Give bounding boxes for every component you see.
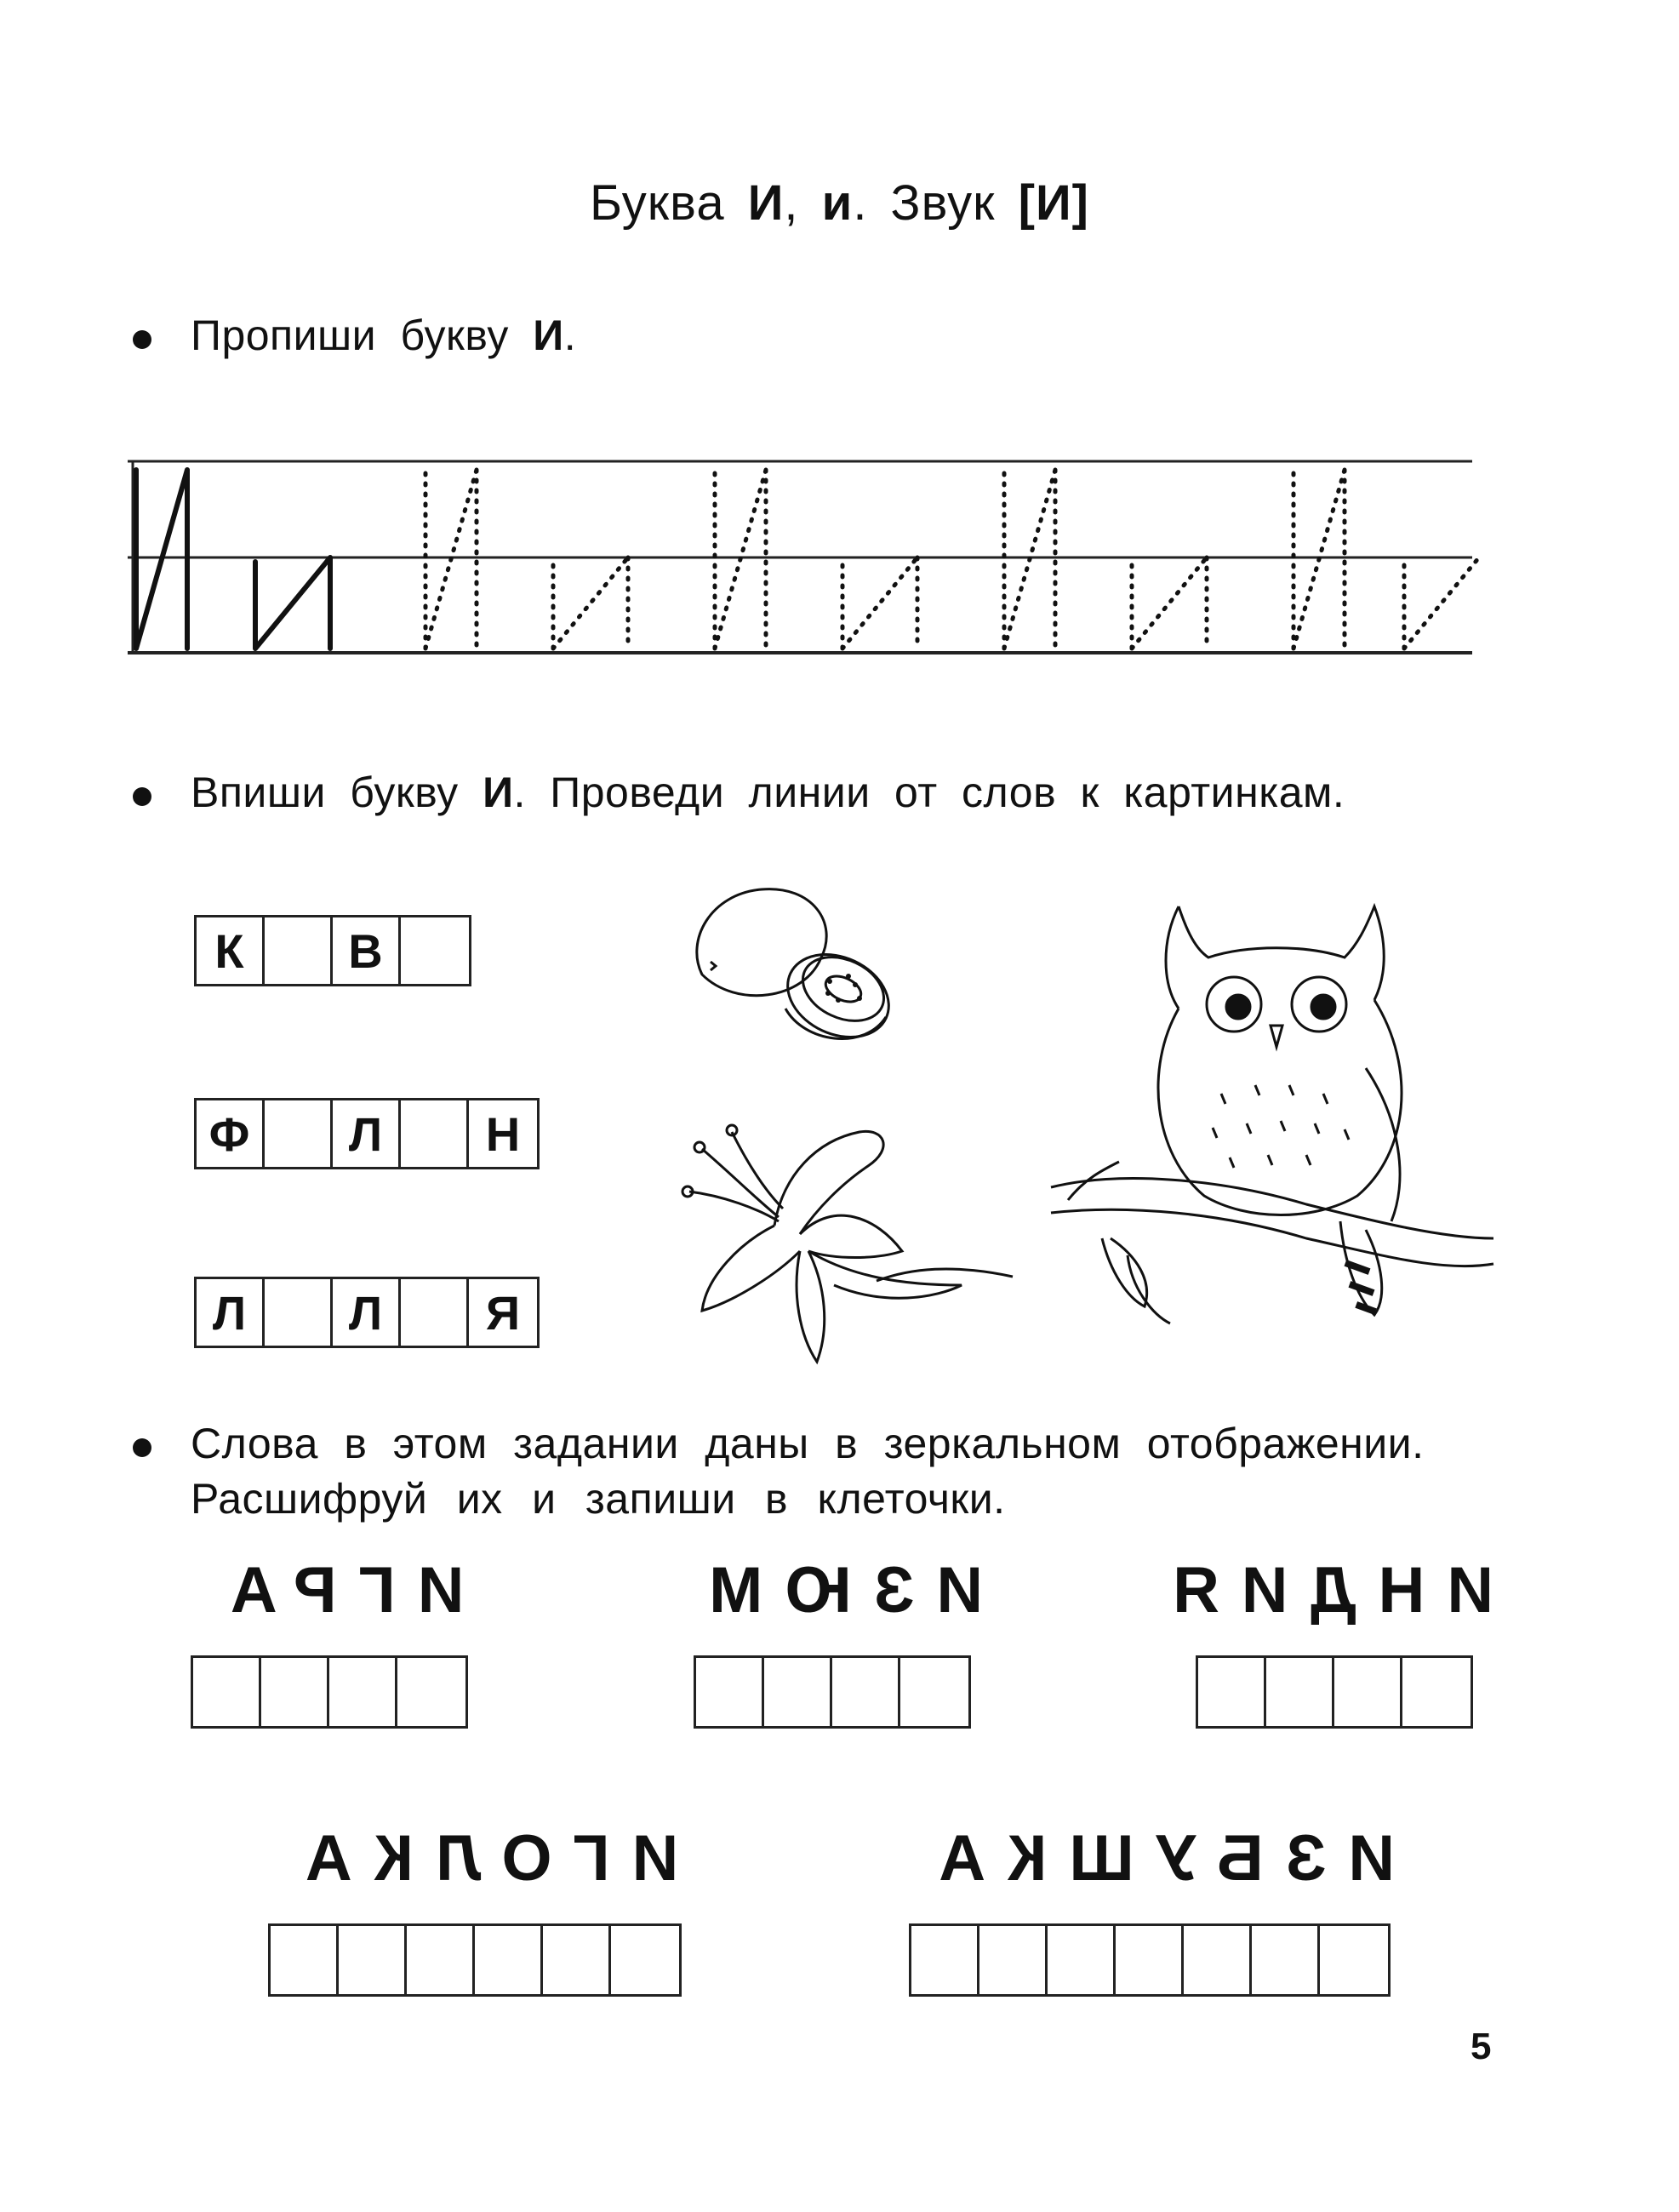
answer-grid	[268, 1923, 682, 1997]
empty-cell[interactable]	[401, 1100, 469, 1167]
letter-cell: Л	[333, 1100, 401, 1167]
lily-image	[681, 1115, 1021, 1370]
handwriting-practice-line	[128, 451, 1472, 664]
empty-cell[interactable]	[401, 1279, 469, 1346]
answer-cell[interactable]	[979, 1926, 1048, 1994]
answer-grid	[191, 1655, 468, 1729]
answer-cell[interactable]	[543, 1926, 611, 1994]
answer-cell[interactable]	[832, 1658, 900, 1726]
answer-cell[interactable]	[1198, 1658, 1266, 1726]
mirrored-word: ИЗБУШКА	[917, 1822, 1395, 1895]
page-number: 5	[1471, 2026, 1492, 2067]
answer-cell[interactable]	[696, 1658, 764, 1726]
letter-cell: Ф	[197, 1100, 265, 1167]
task-2-text: Впиши букву	[191, 769, 459, 816]
answer-cell[interactable]	[397, 1658, 465, 1726]
answer-cell[interactable]	[1048, 1926, 1116, 1994]
answer-cell[interactable]	[407, 1926, 475, 1994]
word-grid-2	[194, 1098, 540, 1169]
empty-cell[interactable]	[265, 1279, 333, 1346]
title-sep: ,	[784, 175, 799, 231]
page-title	[0, 174, 1679, 231]
answer-cell[interactable]	[261, 1658, 329, 1726]
mirrored-word: ИЗЮМ	[687, 1554, 983, 1626]
answer-grid	[909, 1923, 1391, 1997]
task-3-instruction-line-1: Слова в этом задании даны в зеркальном отображении.	[191, 1420, 1425, 1467]
answer-cell[interactable]	[475, 1926, 543, 1994]
task-3-instruction-line-2: Расшифруй их и запиши в клеточки.	[191, 1475, 1006, 1523]
letter-cell: В	[333, 917, 401, 984]
answer-cell[interactable]	[611, 1926, 679, 1994]
empty-cell[interactable]	[401, 917, 469, 984]
letter-cell: Н	[485, 1106, 521, 1161]
title-pre: Буква	[590, 175, 725, 231]
word-grid-3	[194, 1277, 540, 1348]
task-1-dot: .	[563, 312, 577, 359]
task-2-letter: И	[483, 769, 514, 816]
title-upper-letter: И	[747, 175, 785, 231]
letter-cell: Л	[333, 1279, 401, 1346]
answer-cell[interactable]	[1184, 1926, 1252, 1994]
task-2-rest: . Проведи линии от слов к картинкам.	[513, 769, 1345, 816]
owl-image	[1051, 898, 1493, 1357]
answer-cell[interactable]	[1116, 1926, 1184, 1994]
title-sound: [И]	[1018, 175, 1089, 231]
empty-cell[interactable]	[265, 917, 333, 984]
task-1-text: Пропиши букву	[191, 312, 509, 359]
answer-cell[interactable]	[1266, 1658, 1334, 1726]
answer-cell[interactable]	[900, 1658, 968, 1726]
answer-cell[interactable]	[339, 1926, 407, 1994]
title-lower-letter: и	[821, 175, 854, 231]
task-1-letter: И	[533, 312, 564, 359]
answer-cell[interactable]	[329, 1658, 397, 1726]
answer-cell[interactable]	[193, 1658, 261, 1726]
answer-cell[interactable]	[1320, 1926, 1388, 1994]
answer-grid	[694, 1655, 971, 1729]
answer-cell[interactable]	[1252, 1926, 1320, 1994]
empty-cell[interactable]	[265, 1100, 333, 1167]
answer-cell[interactable]	[911, 1926, 979, 1994]
title-post: . Звук	[853, 175, 996, 231]
letter-cell: К	[197, 917, 265, 984]
mirrored-word: ИНДИЯ	[1151, 1554, 1493, 1626]
bullet-2	[133, 787, 151, 806]
answer-grid	[1196, 1655, 1473, 1729]
task-1-instruction	[191, 311, 576, 360]
word-grid-1	[194, 915, 471, 986]
mirrored-word: ИГРА	[208, 1554, 465, 1626]
answer-cell[interactable]	[1402, 1658, 1471, 1726]
mirrored-word: ИГОЛКА	[283, 1822, 679, 1895]
bullet-1	[133, 330, 151, 349]
letter-cell: Л	[197, 1279, 265, 1346]
letter-cell: Я	[485, 1285, 521, 1340]
answer-cell[interactable]	[271, 1926, 339, 1994]
answer-cell[interactable]	[764, 1658, 832, 1726]
answer-cell[interactable]	[1334, 1658, 1402, 1726]
task-2-instruction	[191, 768, 1345, 817]
kiwi-image	[685, 881, 906, 1051]
bullet-3	[133, 1438, 151, 1457]
